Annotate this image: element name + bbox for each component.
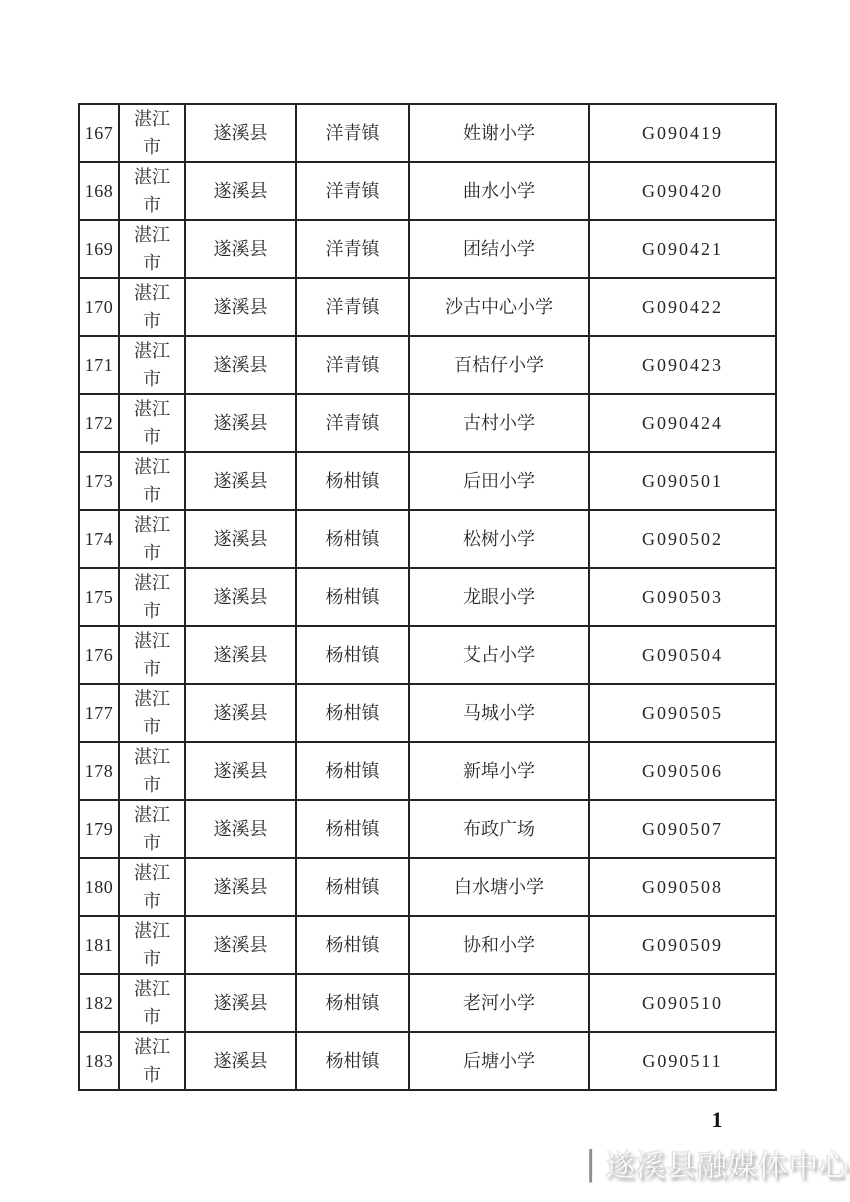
school-code-cell: G090502 [589,510,776,568]
table-row [79,104,776,162]
county-cell: 遂溪县 [185,974,296,1032]
city-cell: 湛江市 [119,974,185,1032]
town-cell: 杨柑镇 [296,510,409,568]
town-cell: 杨柑镇 [296,974,409,1032]
county-cell: 遂溪县 [185,626,296,684]
county-cell: 遂溪县 [185,394,296,452]
county-cell: 遂溪县 [185,568,296,626]
city-cell: 湛江市 [119,162,185,220]
row-number-cell: 175 [79,568,119,626]
school-code-cell: G090501 [589,452,776,510]
row-number-cell: 182 [79,974,119,1032]
school-code-cell: G090424 [589,394,776,452]
table-row [79,742,776,800]
school-code-cell: G090509 [589,916,776,974]
row-number-cell: 168 [79,162,119,220]
county-cell: 遂溪县 [185,336,296,394]
county-cell: 遂溪县 [185,220,296,278]
school-table-body [79,104,776,1090]
school-code-cell: G090510 [589,974,776,1032]
city-cell: 湛江市 [119,858,185,916]
school-name-cell: 布政广场 [409,800,589,858]
town-cell: 杨柑镇 [296,800,409,858]
town-cell: 洋青镇 [296,336,409,394]
city-cell: 湛江市 [119,800,185,858]
row-number-cell: 176 [79,626,119,684]
row-number-cell: 169 [79,220,119,278]
county-cell: 遂溪县 [185,162,296,220]
table-row [79,684,776,742]
town-cell: 杨柑镇 [296,684,409,742]
school-name-cell: 团结小学 [409,220,589,278]
school-code-cell: G090503 [589,568,776,626]
city-cell: 湛江市 [119,336,185,394]
school-name-cell: 松树小学 [409,510,589,568]
county-cell: 遂溪县 [185,452,296,510]
school-name-cell: 协和小学 [409,916,589,974]
school-code-cell: G090505 [589,684,776,742]
city-cell: 湛江市 [119,220,185,278]
city-cell: 湛江市 [119,626,185,684]
school-code-cell: G090420 [589,162,776,220]
school-name-cell: 白水塘小学 [409,858,589,916]
watermark-separator: | [586,1142,596,1183]
town-cell: 洋青镇 [296,394,409,452]
county-cell: 遂溪县 [185,278,296,336]
school-name-cell: 古村小学 [409,394,589,452]
row-number-cell: 174 [79,510,119,568]
table-row [79,162,776,220]
row-number-cell: 180 [79,858,119,916]
city-cell: 湛江市 [119,916,185,974]
table-row [79,510,776,568]
county-cell: 遂溪县 [185,684,296,742]
school-code-cell: G090508 [589,858,776,916]
row-number-cell: 178 [79,742,119,800]
page-number: 1 [711,1107,723,1132]
county-cell: 遂溪县 [185,510,296,568]
school-code-cell: G090504 [589,626,776,684]
table-row [79,452,776,510]
county-cell: 遂溪县 [185,104,296,162]
town-cell: 杨柑镇 [296,742,409,800]
school-name-cell: 艾占小学 [409,626,589,684]
school-name-cell: 新埠小学 [409,742,589,800]
town-cell: 洋青镇 [296,162,409,220]
table-row [79,568,776,626]
county-cell: 遂溪县 [185,1032,296,1090]
school-name-cell: 沙古中心小学 [409,278,589,336]
school-code-cell: G090423 [589,336,776,394]
school-name-cell: 后塘小学 [409,1032,589,1090]
table-row [79,278,776,336]
city-cell: 湛江市 [119,394,185,452]
school-name-cell: 曲水小学 [409,162,589,220]
table-row [79,220,776,278]
school-name-cell: 马城小学 [409,684,589,742]
county-cell: 遂溪县 [185,742,296,800]
table-row [79,916,776,974]
row-number-cell: 173 [79,452,119,510]
town-cell: 杨柑镇 [296,916,409,974]
town-cell: 杨柑镇 [296,1032,409,1090]
row-number-cell: 177 [79,684,119,742]
city-cell: 湛江市 [119,278,185,336]
school-code-cell: G090511 [589,1032,776,1090]
county-cell: 遂溪县 [185,858,296,916]
town-cell: 杨柑镇 [296,568,409,626]
town-cell: 洋青镇 [296,220,409,278]
watermark-text: 遂溪县融媒体中心 [605,1150,850,1183]
row-number-cell: 170 [79,278,119,336]
table-row [79,974,776,1032]
town-cell: 杨柑镇 [296,858,409,916]
table-row [79,858,776,916]
school-name-cell: 老河小学 [409,974,589,1032]
watermark [586,1141,849,1185]
table-row [79,394,776,452]
county-cell: 遂溪县 [185,800,296,858]
table-row [79,1032,776,1090]
school-code-cell: G090507 [589,800,776,858]
city-cell: 湛江市 [119,1032,185,1090]
row-number-cell: 167 [79,104,119,162]
table-row [79,626,776,684]
school-name-cell: 后田小学 [409,452,589,510]
school-name-cell: 龙眼小学 [409,568,589,626]
row-number-cell: 181 [79,916,119,974]
town-cell: 杨柑镇 [296,626,409,684]
city-cell: 湛江市 [119,452,185,510]
row-number-cell: 179 [79,800,119,858]
row-number-cell: 172 [79,394,119,452]
town-cell: 洋青镇 [296,278,409,336]
table-row [79,336,776,394]
town-cell: 洋青镇 [296,104,409,162]
city-cell: 湛江市 [119,742,185,800]
city-cell: 湛江市 [119,568,185,626]
school-code-cell: G090506 [589,742,776,800]
school-code-cell: G090419 [589,104,776,162]
table-row [79,800,776,858]
school-code-cell: G090421 [589,220,776,278]
school-name-cell: 姓谢小学 [409,104,589,162]
city-cell: 湛江市 [119,104,185,162]
row-number-cell: 171 [79,336,119,394]
city-cell: 湛江市 [119,510,185,568]
county-cell: 遂溪县 [185,916,296,974]
school-list-table [78,103,777,1091]
town-cell: 杨柑镇 [296,452,409,510]
school-name-cell: 百桔仔小学 [409,336,589,394]
school-code-cell: G090422 [589,278,776,336]
city-cell: 湛江市 [119,684,185,742]
row-number-cell: 183 [79,1032,119,1090]
